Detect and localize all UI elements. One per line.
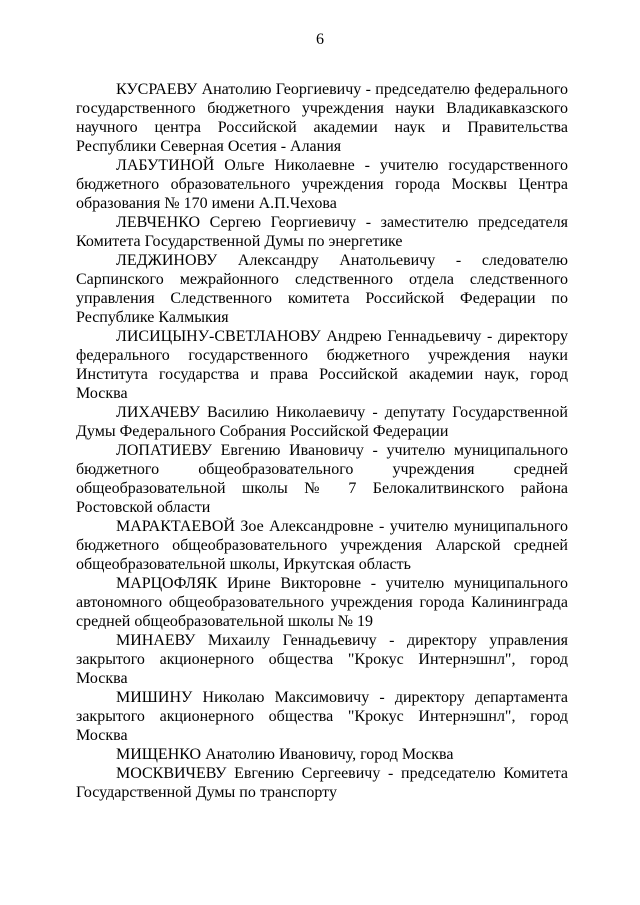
list-item: КУСРАЕВУ Анатолию Георгиевичу - председателю федерального государственного бюджетного учреждения науки Владикавказского научного центра Российской академии наук и Правительства Республики Северная Осетия - Алания (76, 81, 568, 155)
list-item: МАРАКТАЕВОЙ Зое Александровне - учителю муниципального бюджетного общеобразовательного учреждения Аларской средней общеобразовательной школы, Иркутская область (76, 518, 568, 573)
list-item: ЛЕВЧЕНКО Сергею Георгиевичу - заместителю председателя Комитета Государственной Думы по энергетике (76, 214, 568, 250)
list-item: ЛИХАЧЕВУ Василию Николаевичу - депутату Государственной Думы Федерального Собрания Российской Федерации (76, 404, 568, 440)
list-item: МИЩЕНКО Анатолию Ивановичу, город Москва (116, 746, 454, 763)
award-list (76, 80, 568, 802)
list-item: МИНАЕВУ Михаилу Геннадьевичу - директору управления закрытого акционерного общества "Крокус Интернэшнл", город Москва (76, 632, 568, 687)
list-item: ЛАБУТИНОЙ Ольге Николаевне - учителю государственного бюджетного образовательного учреждения города Москвы Центра образования № 170 имени А.П.Чехова (76, 157, 568, 212)
list-item: ЛИСИЦЫНУ-СВЕТЛАНОВУ Андрею Геннадьевичу - директору федерального государственного бюджетного учреждения науки Института государства и права Российской академии наук, город Москва (76, 328, 568, 402)
list-item: МОСКВИЧЕВУ Евгению Сергеевичу - председателю Комитета Государственной Думы по транспорту (76, 765, 568, 801)
list-item: ЛЕДЖИНОВУ Александру Анатольевичу - следователю Сарпинского межрайонного следственного отдела следственного управления Следственного комитета Российской Федерации по Республике Калмыкия (76, 252, 568, 326)
page-number: 6 (316, 31, 324, 48)
list-item: ЛОПАТИЕВУ Евгению Ивановичу - учителю муниципального бюджетного общеобразовательного учреждения средней общеобразовательной школы № 7 Белокалитвинского района Ростовской области (76, 442, 568, 516)
list-item: МИШИНУ Николаю Максимовичу - директору департамента закрытого акционерного общества "Крокус Интернэшнл", город Москва (76, 689, 568, 744)
list-item: МАРЦОФЛЯК Ирине Викторовне - учителю муниципального автономного общеобразовательного учреждения города Калининграда средней общеобразовательной школы № 19 (76, 575, 568, 630)
